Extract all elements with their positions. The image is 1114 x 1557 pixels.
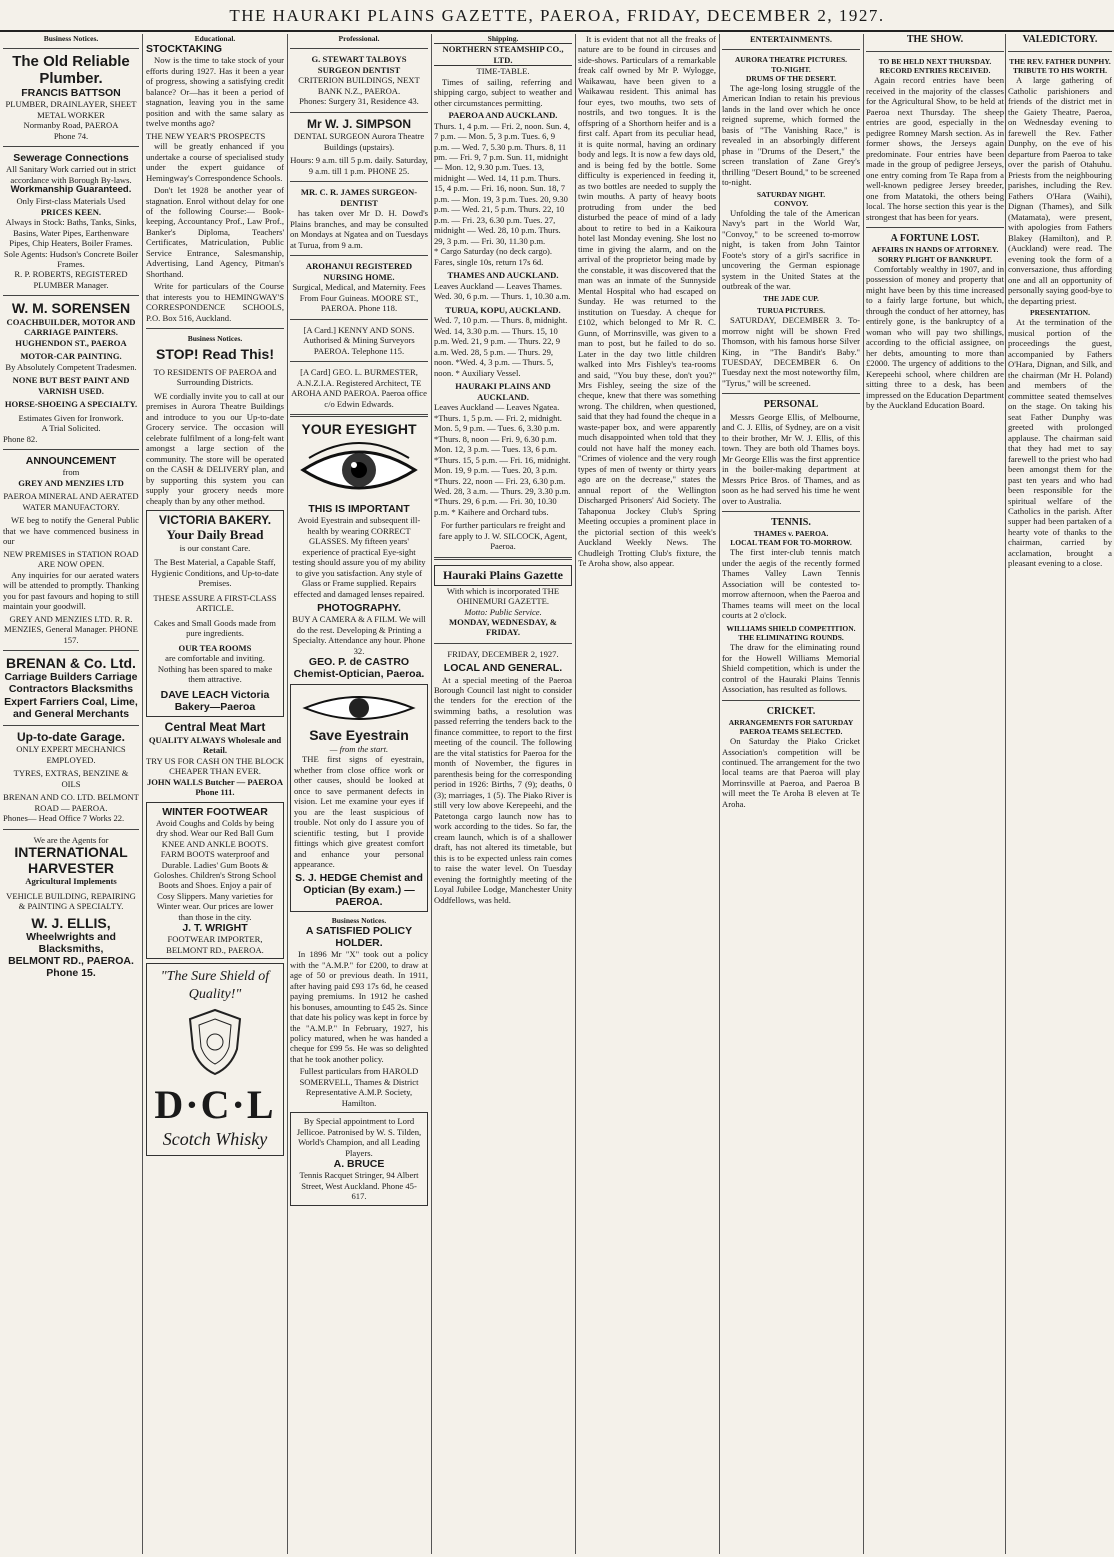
ad-policy-sign: Fullest particulars from HAROLD SOMERVELL, Thames & District Representative A.M.P. Society, Hamilton. xyxy=(299,1066,419,1108)
ad-ellis-name: W. J. ELLIS, xyxy=(31,914,111,931)
ad-save-title: Save Eyestrain xyxy=(309,727,409,744)
ad-harvester-sub: Agricultural Implements xyxy=(25,876,117,887)
section-heading: Business Notices. xyxy=(187,334,243,344)
column-3 xyxy=(290,34,428,1554)
ad-meat-body: TRY US FOR CASH ON THE BLOCK CHEAPER THAN EVER. xyxy=(146,755,284,777)
ad-bakery-cakes: Cakes and Small Goods made from pure ingredients. xyxy=(154,617,276,639)
ad-stop-to: TO RESIDENTS OF PAEROA and Surrounding Districts. xyxy=(153,366,277,388)
section-heading: Educational. xyxy=(194,34,236,43)
ent-jade: THE JADE CUP. xyxy=(763,293,819,303)
ad-footwear-body: Avoid Coughs and Colds by being dry shod. Wear our Red Ball Gum KNEE AND ANKLE BOOTS. FARM BOOTS waterproof and Durable. Ladies' Gum Boots & Goloshes. Children's Strong School Boots and Shoes. Enjoy a pair of Cosy Slippers. Many varieties for Winter wear. Our prices are lower than those in the city. xyxy=(153,817,277,922)
divider xyxy=(722,700,860,701)
ad-announcement-firm: GREY AND MENZIES LTD xyxy=(18,477,124,488)
cricket-sub2: PAEROA TEAMS SELECTED. xyxy=(739,726,843,736)
ad-meat-sub: QUALITY ALWAYS Wholesale and Retail. xyxy=(148,734,282,756)
tennis-sub: THAMES v. PAEROA. xyxy=(753,529,829,539)
ad-sewerage-body: All Sanitary Work carried out in strict accordance with Borough By-laws. xyxy=(6,164,136,185)
cricket-body: On Saturday the Piako Cricket Association's competition will be continued. The arrangement for the two local teams are that Paeroa will play Morrinsville at Paeroa, and Paeroa B will meet the Te Aroha B eleven at Te Aroha. xyxy=(722,736,860,809)
ad-sorensen-line: A Trial Solicited. xyxy=(41,423,101,434)
paper-motto: Motto: Public Service. xyxy=(464,606,542,617)
ad-james-body: has taken over Mr D. H. Dowd's Plains branches, and may be consulted on Mondays at Ngatea and on Tuesdays at Turua, from 9 a.m. xyxy=(290,208,428,250)
ad-castro-name: GEO. P. de CASTRO Chemist-Optician, Paeroa. xyxy=(293,656,425,681)
ad-photo-body: BUY A CAMERA & A FILM. We will do the rest. Developing & Printing a Specialty. Attendance any hour. Phone 32. xyxy=(292,614,426,656)
ad-bakery-sub: is our constant Care. xyxy=(179,542,251,553)
shipping-route: HAURAKI PLAINS AND AUCKLAND. xyxy=(455,381,551,402)
ad-footwear-title: WINTER FOOTWEAR xyxy=(162,805,268,818)
ad-simpson-title: Mr W. J. SIMPSON xyxy=(306,116,411,131)
column-rule xyxy=(863,34,864,1554)
valedictory-sub2: TRIBUTE TO HIS WORTH. xyxy=(1013,66,1107,76)
column-rule xyxy=(1005,34,1006,1554)
section-heading: Professional. xyxy=(338,34,380,43)
shipping-agent: For further particulars re freight and fare apply to J. W. SILCOCK, Agent, Paeroa. xyxy=(438,520,568,552)
shipping-route: PAEROA AND AUCKLAND. xyxy=(448,110,558,121)
show-heading: THE SHOW. xyxy=(906,34,964,45)
ad-bakery-tea: OUR TEA ROOMS xyxy=(178,642,252,653)
divider xyxy=(290,319,428,320)
tennis-sub2: LOCAL TEAM FOR TO-MORROW. xyxy=(730,538,852,548)
ad-eyesight-body: Avoid Eyestrain and subsequent ill-health by wearing CORRECT GLASSES. My fifteen years' experience of practical Eye-sight testing should assure you of my ability to give you satisfaction. Any style of Glass or Frame supplied. Repairs effected and damaged lenses repaired. xyxy=(292,515,426,599)
ad-stop-body: WE cordially invite you to call at our premises in Aurora Theatre Buildings and introduce to you our Up-to-date Grocery service. The occasion will celebrate fulfilment of a long-felt want amongst a large section of the community. The store will be operated on the CASH & DELIVERY plan, and by supporting this system you can supply your grocery needs more cheaply than by any other method. xyxy=(146,390,284,506)
column-7 xyxy=(866,34,1004,1554)
ad-stop-title: STOP! Read This! xyxy=(156,346,274,363)
masthead-title: THE HAURAKI PLAINS GAZETTE, PAEROA, FRIDAY, DECEMBER 2, 1927. xyxy=(229,6,885,25)
ad-garage-address: BRENAN AND CO. LTD. BELMONT ROAD — PAEROA. xyxy=(3,792,139,813)
shipping-rows: Thurs. 1, 4 p.m. — Fri. 2, noon. Sun. 4, 7 p.m. — Mon. 5, 3 p.m. Tues. 6, 9 p.m. — Wed. 7, 5.30 p.m. Thurs. 8, 11 pm. — Fri. 9, 7 p.m. Sun. 11, midnight — Mon. 12, 9.30 p.m. Tues. 13, midnight — Wed. 14, 11 p.m. Thurs. 15, 4 p.m. — Fri. 16, noon. Sun. 18, 7 p.m. — Mon. 19, 3 p.m. Tues. 20, 9.30 p.m. — Wed. 21, 5 p.m. Thurs. 22, 10 p.m. — Fri. 23, 6.30 p.m. Tues. 27, midnight — Wed. 28, 10 p.m. Thurs. 29, 3 p.m. — Fri. 30, 11.30 p.m. xyxy=(434,120,571,246)
show-body: Again record entries have been received in the majority of the classes for the Agricultural Show, to be held at Paeroa next Thursday. The sheep entries are good, especially in the pedigree Romney Marsh section. As in former shows, the Jerseys again predominate. Four entries have been made in the group of pedigree Jerseys, one entry coming from Te Rapa from a well-known pedigree Jersey breeder, one from Matatoki, the others being local. The horse section this year is the strongest that has been for years. xyxy=(866,75,1004,222)
divider xyxy=(3,48,139,49)
column-rule xyxy=(142,34,143,1554)
shipping-note: Times of sailing, referring and shipping cargo, subject to weather and other circumstances permitting. xyxy=(434,76,572,108)
ad-garage-title: Up-to-date Garage. xyxy=(16,729,125,744)
shield-icon xyxy=(185,1007,245,1077)
ad-stocktaking-body: Now is the time to take stock of your efforts during 1927. Has it been a year of progress, showing a satisfying credit balance? Or—has it been a period of stagnation, leaving you in the same position and with the same salary as twelve months ago? xyxy=(146,55,284,129)
ad-save-body: THE first signs of eyestrain, whether from close office work or other causes, should be looked at once to save permanent defects in vision. Let me examine your eyes if you are the least suspicious of trouble. Not only do I assure you of scientific testing, but I provide fittings which give greatest comfort and enhance your personal appearance. xyxy=(294,754,424,870)
ad-harvester-line: VEHICLE BUILDING, REPAIRING & PAINTING A SPECIALTY. xyxy=(6,890,136,912)
ad-announcement-body: WE beg to notify the General Public that we have commenced business in our xyxy=(3,515,139,547)
divider xyxy=(722,49,860,50)
ad-bakery-assure: THESE ASSURE A FIRST-CLASS ARTICLE. xyxy=(153,592,277,614)
ad-plumber-trades: PLUMBER, DRAINLAYER, SHEET METAL WORKER xyxy=(5,99,137,120)
ent-drums: DRUMS OF THE DESERT. xyxy=(745,73,837,83)
ad-talboys-title: G. STEWART TALBOYS SURGEON DENTIST xyxy=(311,54,407,75)
ad-bruce-body: By Special appointment to Lord Jellicoe. Patronised by W. S. Tilden, World's Champion, and all Leading Players. xyxy=(296,1116,422,1158)
eye-icon xyxy=(299,688,419,728)
ad-bakery-title: VICTORIA BAKERY. xyxy=(158,513,272,528)
shipping-route: TURUA, KOPU, AUCKLAND. xyxy=(445,304,561,315)
ent-tonight: TO-NIGHT. xyxy=(771,64,811,74)
ad-policy-body: In 1896 Mr "X" took out a policy with the "A.M.P." for £200, to draw at age of 50 or previous death. In 1911, after having paid £93 17s 6d, he ceased paying premiums. In 1912 he cashed his bonuses, amounting to £45 2s. Since that date his policy was kept in force by the "A.M.P." In February, 1927, his policy matured, when he was handed a cheque for £99 5s. He was so delighted that he took another policy. xyxy=(290,949,428,1064)
ad-bakery-body: The Best Material, a Capable Staff, Hygienic Conditions, and Up-to-date Premises. xyxy=(151,557,279,589)
ad-sewerage-title: Sewerage Connections xyxy=(13,152,129,165)
ad-whisky xyxy=(146,963,284,1156)
divider xyxy=(722,393,860,394)
shield-heading: WILLIAMS SHIELD COMPETITION. xyxy=(726,623,856,633)
ad-announcement-sign: GREY AND MENZIES LTD. R. R. MENZIES, General Manager. PHONE 157. xyxy=(4,613,138,645)
divider xyxy=(146,328,284,329)
ad-eyesight-important: THIS IS IMPORTANT xyxy=(308,503,410,516)
divider xyxy=(290,181,428,182)
column-5 xyxy=(578,34,716,1554)
column-8 xyxy=(1008,34,1112,1554)
ad-bakery xyxy=(146,510,284,717)
tennis-body: The first inter-club tennis match under the aegis of the recently formed Thames Valley Lawn Tennis Association will be contested to-morrow afternoon, when the Paeroa and Thames teams will meet on the local courts at 2 o'clock. xyxy=(722,547,860,621)
ad-sorensen-line: NONE BUT BEST PAINT AND VARNISH USED. xyxy=(12,375,130,396)
ad-save-eyestrain xyxy=(290,684,428,911)
divider xyxy=(866,51,1004,52)
news-body: It is evident that not all the freaks of nature are to be found in circuses and side-shows. Particulars of a remarkable freak calf owned by Mr P. Wylogge, Waikawau, have been given to a Waikawau resident. This animal has four eyes, two mouths, two sets of nostrils, and two tongues. It is the offspring of a Shorthorn heifer and is a first calf. Apart from its peculiar head, it is quite normal, having an ordinary body and legs. It is now a few days old, and is being fed by the bottle. Some difficulty is experienced in feeding it, as two bottles are needed to supply the twin mouths. A party of heavy boots protruding from under the bed disturbed the peace of mind of a lady about to retire to bed in a Kaikoura hotel last Monday evening. She lost no time in giving the alarm, and on the arrival of the proprietor being made by the constable, it was discovered that the man was an inmate of the Sunnyside Mental Hospital who had escaped on Sunday. He was returned to the institution on Tuesday. A cheque for £102, which belonged to Mr R. C. Gunn, of Morrinsville, was given to a man to post, but he failed to do so. Later in the day two little children walked into Mrs Fishley's tea-rooms and said, "You buy these, don't you?" Mrs Fishley, seeing the size of the cheque, knew that there was something wrong. The children, when questioned, said that they had found the cheque in a waste-paper box, and were apparently much disappointed when told that they could not have half the money each. "Crimes of violence and the very rough types of men of twenty or thirty years ago are on the decrease," states the annual report of the Wellington Discharged Prisoners' Aid Society. The Tahaponua Jockey Club's Spring Meeting occupies a prominent place in the pictorial section of this week's Auckland Weekly News. The Chudleigh Trotting Club's fixture, the Te Aroha show, also appear. xyxy=(578,34,716,569)
personal-heading: PERSONAL xyxy=(763,399,819,411)
ad-sewerage-materials: Only First-class Materials Used xyxy=(16,196,126,207)
divider xyxy=(290,255,428,256)
ad-stocktaking-body: Don't let 1928 be another year of stagnation. Enrol without delay for one of the following Course:— Book-keeping, Accountancy Prof., Law Prof., Banker's Diploma, Teachers' Certificates, Matriculation, Public Service Entrance, Salesmanship, Advertising, Land Agency, Pitman's Shorthand. xyxy=(146,185,284,279)
column-rule xyxy=(287,34,288,1554)
divider xyxy=(290,361,428,362)
divider xyxy=(3,449,139,450)
ad-talboys-address: CRITERION BUILDINGS, NEXT BANK N.Z., PAEROA. xyxy=(298,75,420,96)
ad-hedge-name: S. J. HEDGE Chemist and Optician (By exam.) — PAEROA. xyxy=(295,871,423,908)
ad-sorensen-line: By Absolutely Competent Tradesmen. xyxy=(5,361,137,372)
section-heading: ENTERTAINMENTS. xyxy=(750,34,832,44)
ad-harvester-title: INTERNATIONAL HARVESTER xyxy=(14,844,128,876)
ad-sorensen-sub: COACHBUILDER, MOTOR AND CARRIAGE PAINTERS. HUGHENDON ST., PAEROA xyxy=(6,316,136,348)
ad-kenny-card: [A Card.] KENNY AND SONS. Authorised & Mining Surveyors PAEROA. Telephone 115. xyxy=(303,324,415,356)
ad-footwear-sub: FOOTWEAR IMPORTER, BELMONT RD., PAEROA. xyxy=(166,934,264,955)
divider xyxy=(434,643,572,644)
ent-convoy-body: Unfolding the tale of the American Navy's part in the World War, "Convoy," to be screened to-morrow night, is taken from John Taintor Foote's story of a girl's sacrifice in uncovering the German espionage system in the United States at the outbreak of the war. xyxy=(722,207,860,292)
shipping-route-note: * Cargo Saturday (no deck cargo). Fares, single 10s, return 17s 6d. xyxy=(434,246,553,267)
section-heading: Business Notices. xyxy=(43,34,99,43)
ad-sorensen-phone: Phone 82. xyxy=(3,433,38,444)
column-4 xyxy=(434,34,572,1554)
divider xyxy=(3,295,139,296)
shield-body: The draw for the eliminating round for the Howell Williams Memorial Shield competition, which is under the control of the Hauraki Plains Tennis Association, has resulted as follows. xyxy=(722,642,860,695)
ad-announcement-body2: Any inquiries for our aerated waters will be attended to promptly. Thanking you for past favours and hoping to still maintain your goodwill. xyxy=(3,569,139,612)
show-sub: TO BE HELD NEXT THURSDAY. xyxy=(878,57,992,67)
ad-whisky-shield: "The Sure Shield of Quality!" xyxy=(160,969,270,1002)
section-heading: Business Notices. xyxy=(331,915,387,925)
ad-bruce-sub: Tennis Racquet Stringer, 94 Albert Street, West Auckland. Phone 45-617. xyxy=(299,1170,419,1202)
column-6 xyxy=(722,34,860,1554)
ad-eyesight-title: YOUR EYESIGHT xyxy=(301,421,417,438)
ad-garage-line: ONLY EXPERT MECHANICS EMPLOYED. xyxy=(16,744,126,765)
divider xyxy=(866,227,1004,228)
ad-simpson-hours: Hours: 9 a.m. till 5 p.m. daily. Saturday, 9 a.m. till 1 p.m. PHONE 25. xyxy=(290,155,428,176)
cricket-sub: ARRANGEMENTS FOR SATURDAY xyxy=(728,717,854,727)
shipping-rows: Wed. 7, 10 p.m. — Thurs. 8, midnight. Wed. 14, 3.30 p.m. — Thurs. 15, 10 p.m. Wed. 21, 9 p.m. — Thurs. 22, 9 a.m. Wed. 28, 5 p.m. — Thurs. 29, noon. *Wed. 4, 3 p.m. — Thurs. 5, noon. * Auxiliary Vessel. xyxy=(434,315,568,378)
shipping-company: NORTHERN STEAMSHIP CO., LTD. xyxy=(434,43,572,66)
ad-stocktaking-body: Write for particulars of the Course that interests you to HEMINGWAY'S CORRESPONDENCE SCHOOLS, P.O. Box 516, Auckland. xyxy=(146,281,284,323)
ad-bakery-tea-body: are comfortable and inviting. Nothing has been spared to make them attractive. xyxy=(157,653,273,685)
divider xyxy=(434,557,572,560)
paper-date: FRIDAY, DECEMBER 2, 1927. xyxy=(447,648,559,659)
column-rule xyxy=(719,34,720,1554)
cricket-heading: CRICKET. xyxy=(766,705,816,717)
ad-stocktaking-sub: THE NEW YEAR'S PROSPECTS xyxy=(146,130,266,141)
ad-plumber-name: FRANCIS BATTSON xyxy=(21,87,121,100)
ad-sorensen-title: W. M. SORENSEN xyxy=(11,300,131,317)
ad-announcement-title: ANNOUNCEMENT xyxy=(25,455,117,468)
fortune-body: Comfortably wealthy in 1907, and in possession of money and property that might have been by this time increased to a fairly large fortune, but which, through the conduct of her attorney, has entirely gone, is the bankruptcy of a woman who will pay two shillings, according to the official assignee, on her debts, amounting to more than £2000. The urgency of additions to the Kerepeehi school, where children are sitting three to a desk, has been impressed on the Education Department by the Auckland Education Board. xyxy=(866,263,1004,411)
ad-sewerage-sign: R. P. ROBERTS, REGISTERED PLUMBER Manager. xyxy=(14,269,128,290)
ad-meat-title: Central Meat Mart xyxy=(164,719,266,734)
ad-footwear-name: J. T. WRIGHT xyxy=(182,922,248,935)
ad-plumber-phone: Phone 74. xyxy=(53,130,89,141)
ad-bakery-sign: DAVE LEACH Victoria Bakery—Paeroa xyxy=(160,688,270,713)
ad-arohanui-body: Surgical, Medical, and Maternity. Fees From Four Guineas. MOORE ST., PAEROA. Phone 118. xyxy=(292,282,426,314)
paper-sub: With which is incorporated THE OHINEMURI GAZETTE. xyxy=(446,585,560,607)
divider xyxy=(290,48,428,49)
divider xyxy=(3,725,139,726)
masthead xyxy=(0,0,1114,32)
ad-bakery-bread: Your Daily Bread xyxy=(166,526,264,542)
ad-james-title: MR. C. R. JAMES SURGEON-DENTIST xyxy=(300,187,418,208)
fortune-heading: A FORTUNE LOST. xyxy=(890,233,980,245)
divider xyxy=(1008,51,1112,52)
ad-brenan-lines: Carriage Builders Carriage Contractors Blacksmiths Expert Farriers Coal, Lime, and General Merchants xyxy=(4,671,138,720)
local-body: At a special meeting of the Paeroa Borough Council last night to consider the tenders for the erection of the swimming baths, a resolution was passed referring the tenders back to the finance committee, to report to the first meeting of the council. The following are the vital statistics for Paeroa for the month of November, the figures in parenthesis being for the corresponding period in 1926: Births, 7 (9); deaths, 0 (3); marriages, 1 (5). The Piako River is still very low above Kerepeehi, and the Patetonga cargo launch now has to work according to the tides. So far, the cream launch, which is of a shallower draft, has not altered its timetable, but this is to be expected unless rain comes to raise the water level. On Tuesday evening the fortnightly meeting of the Loyal Jubilee Lodge, Manchester Unity Oddfellows, was held. xyxy=(434,674,572,905)
fortune-sub2: SORRY PLIGHT OF BANKRUPT. xyxy=(878,254,992,264)
ad-brenan-title: BRENAN & Co. Ltd. xyxy=(6,654,136,671)
ad-talboys-phone: Phones: Surgery 31, Residence 43. xyxy=(299,96,419,107)
local-heading: LOCAL AND GENERAL. xyxy=(443,662,563,675)
ad-plumber-address: Normanby Road, PAEROA xyxy=(23,120,119,131)
ad-announcement-premises: NEW PREMISES in STATION ROAD ARE NOW OPEN. xyxy=(3,548,139,570)
ad-meat-sign: JOHN WALLS Butcher — PAEROA Phone 111. xyxy=(146,776,284,798)
ent-saturday: SATURDAY NIGHT. xyxy=(756,189,826,199)
divider xyxy=(3,146,139,147)
ad-sewerage-prices: PRICES KEEN. xyxy=(40,206,102,217)
valedictory-heading: VALEDICTORY. xyxy=(1022,34,1098,45)
ad-sewerage-sub: Workmanship Guaranteed. xyxy=(10,184,132,196)
ent-body: The age-long losing struggle of the American Indian to retain his previous lands in the land over which he once reigned supreme, which formed the basis of "The Vanishing Race," is revealed in an absorbingly different phase in "Drums of the Desert," the screen translation of Zane Grey's thrilling "Desert Bound," to be screened to-night. xyxy=(722,82,860,188)
tennis-heading: TENNIS. xyxy=(771,517,811,528)
valedictory-body: A large gathering of Catholic parishioners and friends of the district met in the Gaiety Theatre, Paeroa, on Wednesday evening to farewell the Rev. Father Dunphy, on the eve of his departure from Paeroa to take over the parish of Otahuhu. Priests from the neighbouring parishes, including the Rev. Fathers O'Hara (Waihi), Dignan (Thames), and Silk (Matamata), were present, with apologies from Fathers Blakey (Hamilton), and P. (Auckland) were read. The evening took the form of a conversazione, thus affording one and all an opportunity of personally saying good-bye to the departing priest. xyxy=(1008,75,1112,306)
eye-icon xyxy=(299,440,419,500)
valedictory-presentation: PRESENTATION. xyxy=(1030,308,1090,318)
shipping-table-title: TIME-TABLE. xyxy=(476,66,530,77)
ad-simpson-sub: DENTAL SURGEON Aurora Theatre Buildings (upstairs). xyxy=(293,131,425,152)
ad-ellis-trades: Wheelwrights and Blacksmiths, xyxy=(26,930,116,955)
ad-plumber-title: The Old Reliable Plumber. xyxy=(12,53,130,87)
ad-garage-line: TYRES, EXTRAS, BENZINE & OILS xyxy=(13,768,129,789)
ad-save-sub: — from the start. xyxy=(329,743,389,754)
ad-harvester-pre: We are the Agents for xyxy=(33,834,109,845)
ad-photo-title: PHOTOGRAPHY. xyxy=(317,602,401,615)
ent-aurora: AURORA THEATRE PICTURES. xyxy=(734,55,848,65)
divider xyxy=(3,829,139,830)
paper-logo: Hauraki Plains Gazette xyxy=(434,565,572,586)
ad-sorensen-line: MOTOR-CAR PAINTING. xyxy=(20,351,122,362)
valedictory-body2: At the termination of the musical portion of the proceedings the guest, accompanied by Fathers O'Hara, Dignan, and Silk, and the chairman (Mr H. Poland) and members of the committee seated themselves on the stage. On taking his seat Father Dunphy was greeted with prolonged applause. The chairman said that they had met to say farewell to the priest who had been amongst them for the past ten years and who had been responsible for the spiritual welfare of the Catholics in the parish. After supper had been partaken of a hearty vote of thanks to the chairman, carried by acclamation, brought a pleasant evening to a close. xyxy=(1008,317,1112,569)
ent-convoy: CONVOY. xyxy=(773,198,809,208)
ad-footwear xyxy=(146,802,284,960)
ad-ellis-address: BELMONT RD., PAEROA. Phone 15. xyxy=(8,955,134,980)
fortune-sub: AFFAIRS IN HANDS OF ATTORNEY. xyxy=(871,245,999,255)
show-sub2: RECORD ENTRIES RECEIVED. xyxy=(879,66,991,76)
ad-bruce xyxy=(290,1112,428,1205)
ad-stocktaking-title: STOCKTAKING xyxy=(146,43,223,56)
divider xyxy=(3,650,139,651)
shipping-rows: Leaves Auckland — Leaves Thames. Wed. 30, 6 p.m. — Thurs. 1, 10.30 a.m. xyxy=(434,280,571,302)
personal-body: Messrs George Ellis, of Melbourne, and C. J. Ellis, of Sydney, are on a visit to their brother, Mr W. J. Ellis, of this town. They are both old Thames boys. Mr George Ellis was the first apprentice in the boiler-making department at Messrs Price Bros. of Thames, and as soon as he had served his time he went over to Australia. xyxy=(722,411,860,506)
paper-days: MONDAY, WEDNESDAY, & FRIDAY. xyxy=(449,616,557,638)
column-rule xyxy=(575,34,576,1554)
section-heading: Shipping. xyxy=(487,34,519,43)
divider xyxy=(722,511,860,512)
shipping-rows: Leaves Auckland — Leaves Ngatea. *Thurs. 1, 5 p.m. — Fri. 2, midnight. Mon. 5, 9 p.m. — Tues. 6, 3.30 p.m. *Thurs. 8, noon — Fri. 9, 6.30 p.m. Mon. 12, 3 p.m. — Tues. 13, 6 p.m. *Thurs. 15, 5 p.m. — Fri. 16, midnight. Mon. 19, 9 p.m. — Tues. 20, 3 p.m. *Thurs. 22, noon — Fri. 23, 6.30 p.m. Wed. 28, 3 a.m. — Thurs. 29, 3.30 p.m. *Thurs. 29, 6 p.m. — Fri. 30, 10.30 p.m. * Kaihere and Orchard tubs. xyxy=(434,402,571,517)
ad-burmester-card: [A Card] GEO. L. BURMESTER, A.N.Z.I.A. Registered Architect, TE AROHA AND PAEROA. Paeroa office c/o Edwin Edwards. xyxy=(291,367,427,409)
column-1 xyxy=(3,34,139,1554)
ad-announcement-from: from xyxy=(62,467,80,478)
shipping-route: THAMES AND AUCKLAND. xyxy=(447,270,559,281)
valedictory-sub: THE REV. FATHER DUNPHY. xyxy=(1009,57,1111,67)
ad-sorensen-line: Estimates Given for Ironwork. xyxy=(18,412,124,423)
ad-announcement-line: PAEROA MINERAL AND AERATED WATER MANUFACTORY. xyxy=(3,491,139,512)
shield-sub: THE ELIMINATING ROUNDS. xyxy=(738,633,844,642)
ad-bruce-name: A. BRUCE xyxy=(333,1158,385,1171)
ad-sewerage-agents: Sole Agents: Hudson's Concrete Boiler Frames. xyxy=(3,248,139,269)
divider xyxy=(290,414,428,417)
ad-stocktaking-body: will be greatly enhanced if you undertake a course of specialised study under the expert guidance of Hemingway's Correspondence Schools. xyxy=(146,141,284,183)
ad-sewerage-stock: Always in Stock: Baths, Tanks, Sinks, Basins, Water Pipes, Earthenware Pipes, Chip Heaters, Boiler Frames. xyxy=(5,217,137,249)
ad-whisky-brand: D·C·L xyxy=(154,1081,276,1127)
ad-arohanui-title: AROHANUI REGISTERED NURSING HOME. xyxy=(305,261,413,282)
divider xyxy=(290,112,428,113)
ad-garage-phones: Phones— Head Office 7 Works 22. xyxy=(3,813,125,824)
column-rule xyxy=(431,34,432,1554)
ad-policy-title: A SATISFIED POLICY HOLDER. xyxy=(305,925,413,950)
ad-sorensen-line: HORSE-SHOEING A SPECIALTY. xyxy=(4,399,138,410)
ent-turua-body: SATURDAY, DECEMBER 3. To-morrow night will be shown Fred Thomson, with his famous horse Silver King, in "The Bandit's Baby." TUESDAY, DECEMBER 6. On Tuesday next the most noteworthy film, "Tyrus," will be screened. xyxy=(722,315,860,388)
ad-whisky-label: Scotch Whisky xyxy=(162,1129,268,1150)
column-2 xyxy=(146,34,284,1554)
ent-turua: TURUA PICTURES. xyxy=(757,305,825,315)
